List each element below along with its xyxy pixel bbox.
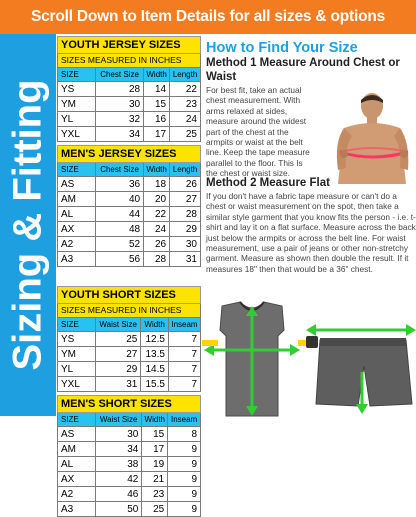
sizing-guide <box>206 40 414 179</box>
table-row <box>58 127 201 142</box>
value-cell: 15 <box>142 427 168 442</box>
size-cell: YS <box>58 82 96 97</box>
size-cell: AM <box>58 442 96 457</box>
col-header: Inseam <box>168 413 201 427</box>
value-cell: 44 <box>96 207 144 222</box>
size-cell: YL <box>58 362 96 377</box>
method1-title: Method 1 Measure Around Chest or Waist <box>206 57 400 83</box>
value-cell: 17 <box>142 442 168 457</box>
col-header: Width <box>144 68 170 82</box>
table-row <box>58 252 201 267</box>
size-cell: YM <box>58 347 96 362</box>
top-banner: Scroll Down to Item Details for all sizes & options <box>0 0 416 34</box>
value-cell: 26 <box>144 237 170 252</box>
value-cell: 14 <box>144 82 170 97</box>
table-row <box>58 192 201 207</box>
value-cell: 9 <box>168 472 201 487</box>
table-row <box>58 207 201 222</box>
value-cell: 9 <box>168 487 201 502</box>
col-header: Chest Size <box>96 68 144 82</box>
col-header: Width <box>141 318 169 332</box>
table-subtitle: SIZES MEASURED IN INCHES <box>58 304 201 318</box>
col-header: Width <box>142 413 168 427</box>
col-header: Waist Size <box>96 413 142 427</box>
table-row <box>58 487 201 502</box>
value-cell: 12.5 <box>141 332 169 347</box>
value-cell: 27 <box>170 192 201 207</box>
table-row <box>58 177 201 192</box>
value-cell: 52 <box>96 237 144 252</box>
col-header: Length <box>170 163 201 177</box>
value-cell: 24 <box>144 222 170 237</box>
value-cell: 7 <box>168 377 200 392</box>
value-cell: 22 <box>170 82 201 97</box>
table-row <box>58 427 201 442</box>
guide-title: How to Find Your Size <box>206 40 358 56</box>
table-subtitle: SIZES MEASURED IN INCHES <box>58 54 201 68</box>
size-cell: YL <box>58 112 96 127</box>
size-cell: YM <box>58 97 96 112</box>
col-header: Inseam <box>168 318 200 332</box>
table-row <box>58 362 201 377</box>
value-cell: 9 <box>168 502 201 517</box>
table-row <box>58 97 201 112</box>
table-row <box>58 442 201 457</box>
value-cell: 34 <box>96 127 144 142</box>
table-row <box>58 112 201 127</box>
size-cell: AX <box>58 472 96 487</box>
value-cell: 14.5 <box>141 362 169 377</box>
value-cell: 13.5 <box>141 347 169 362</box>
size-cell: A3 <box>58 502 96 517</box>
table-row <box>58 222 201 237</box>
method1-paragraph: For best fit, take an actual chest measurement. With arms relaxed at sides, measure around the widest part of the chest at the armpits or waist at the belt line. Keep the tape measure parallel to the floor. This Is the chest or waist size. <box>206 85 310 179</box>
value-cell: 22 <box>144 207 170 222</box>
table-row <box>58 472 201 487</box>
youth-short-table <box>57 286 201 392</box>
value-cell: 20 <box>144 192 170 207</box>
size-cell: YXL <box>58 127 96 142</box>
value-cell: 29 <box>170 222 201 237</box>
size-cell: A2 <box>58 487 96 502</box>
table-title: MEN'S JERSEY SIZES <box>58 146 201 163</box>
size-cell: YS <box>58 332 96 347</box>
value-cell: 9 <box>168 457 201 472</box>
value-cell: 56 <box>96 252 144 267</box>
col-header: Length <box>170 68 201 82</box>
value-cell: 24 <box>170 112 201 127</box>
value-cell: 28 <box>144 252 170 267</box>
value-cell: 50 <box>96 502 142 517</box>
value-cell: 29 <box>96 362 141 377</box>
method2-text: If you don't have a fabric tape measure or can't do a chest or waist measurement on the spot, then take a similar style garment that you know fits the person - i.e. t-shirt and lay it on a flat surface. Measure across the back just below the armpits or across the belt line. For waist measurement, use a pair of jeans or other non-stretchy garment. Measure as shown then double the result. If it measures 18" then that would be a 36" chest. <box>206 191 416 274</box>
side-title: Sizing & Fitting <box>5 79 50 371</box>
value-cell: 30 <box>170 237 201 252</box>
size-cell: AS <box>58 177 96 192</box>
table-row <box>58 377 201 392</box>
value-cell: 30 <box>96 97 144 112</box>
value-cell: 46 <box>96 487 142 502</box>
value-cell: 34 <box>96 442 142 457</box>
value-cell: 48 <box>96 222 144 237</box>
table-row <box>58 457 201 472</box>
size-cell: AL <box>58 207 96 222</box>
value-cell: 19 <box>142 457 168 472</box>
size-cell: A2 <box>58 237 96 252</box>
size-cell: AM <box>58 192 96 207</box>
value-cell: 9 <box>168 442 201 457</box>
table-row <box>58 332 201 347</box>
value-cell: 27 <box>96 347 141 362</box>
value-cell: 7 <box>168 347 200 362</box>
table-title: YOUTH JERSEY SIZES <box>58 37 201 54</box>
col-header: Waist Size <box>96 318 141 332</box>
youth-jersey-table <box>57 36 201 142</box>
value-cell: 25 <box>142 502 168 517</box>
value-cell: 23 <box>142 487 168 502</box>
size-cell: AL <box>58 457 96 472</box>
value-cell: 15 <box>144 97 170 112</box>
value-cell: 30 <box>96 427 142 442</box>
garment-measure-illustration <box>202 300 416 416</box>
col-header: SIZE <box>58 318 96 332</box>
table-row <box>58 347 201 362</box>
size-tables <box>57 36 201 517</box>
size-cell: YXL <box>58 377 96 392</box>
col-header: SIZE <box>58 163 96 177</box>
value-cell: 25 <box>170 127 201 142</box>
col-header: SIZE <box>58 68 96 82</box>
value-cell: 38 <box>96 457 142 472</box>
table-row <box>58 237 201 252</box>
value-cell: 32 <box>96 112 144 127</box>
value-cell: 21 <box>142 472 168 487</box>
value-cell: 7 <box>168 362 200 377</box>
size-cell: A3 <box>58 252 96 267</box>
col-header: Chest Size <box>96 163 144 177</box>
value-cell: 42 <box>96 472 142 487</box>
value-cell: 15.5 <box>141 377 169 392</box>
mens-short-table <box>57 395 201 517</box>
value-cell: 28 <box>170 207 201 222</box>
size-cell: AS <box>58 427 96 442</box>
value-cell: 26 <box>170 177 201 192</box>
value-cell: 23 <box>170 97 201 112</box>
table-title: MEN'S SHORT SIZES <box>58 396 201 413</box>
value-cell: 16 <box>144 112 170 127</box>
value-cell: 8 <box>168 427 201 442</box>
table-row <box>58 502 201 517</box>
col-header: SIZE <box>58 413 96 427</box>
value-cell: 40 <box>96 192 144 207</box>
table-row <box>58 82 201 97</box>
value-cell: 31 <box>96 377 141 392</box>
value-cell: 18 <box>144 177 170 192</box>
method2-title: Method 2 Measure Flat <box>206 177 330 189</box>
method2-section <box>206 176 414 274</box>
value-cell: 25 <box>96 332 141 347</box>
table-title: YOUTH SHORT SIZES <box>58 287 201 304</box>
method1-text <box>206 85 310 179</box>
col-header: Width <box>144 163 170 177</box>
value-cell: 36 <box>96 177 144 192</box>
value-cell: 28 <box>96 82 144 97</box>
value-cell: 31 <box>170 252 201 267</box>
value-cell: 17 <box>144 127 170 142</box>
mens-jersey-table <box>57 145 201 267</box>
size-cell: AX <box>58 222 96 237</box>
value-cell: 7 <box>168 332 200 347</box>
